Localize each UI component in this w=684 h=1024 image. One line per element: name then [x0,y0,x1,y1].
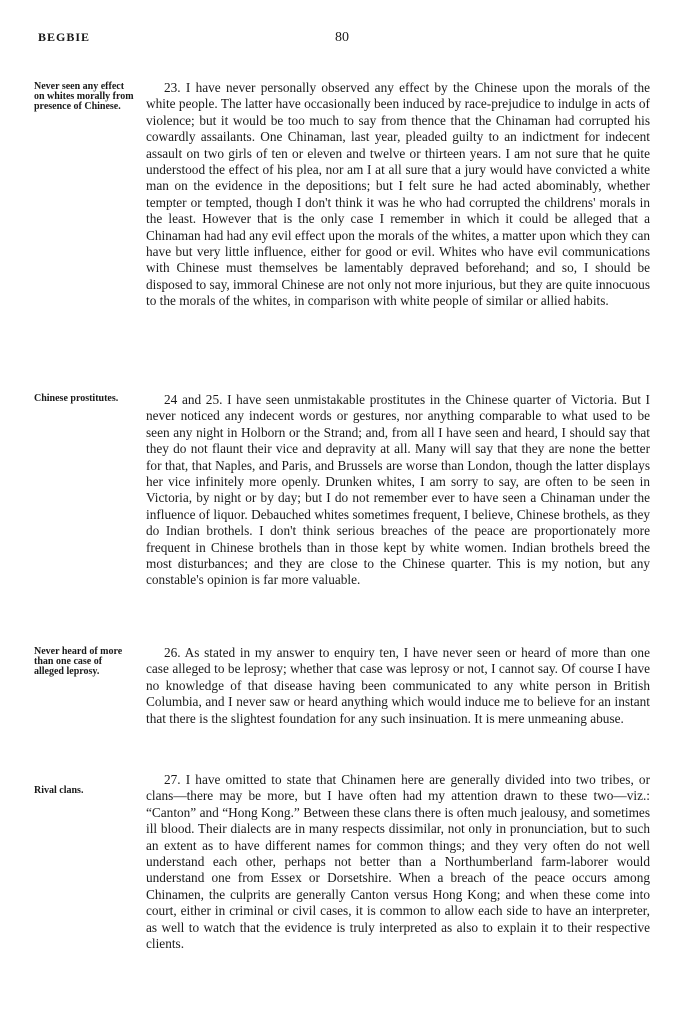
paragraph [146,80,650,310]
paragraph [146,772,650,952]
margin-note: Never seen any effect on whites morally from presence of Chinese. [34,81,134,112]
paragraph-text: 27. I have omitted to state that Chinamen here are generally divided into two tribes, or clans—there may be more, but I have often had my attention drawn to these two—viz.: “Canton” and “Hong Kong.” Between these clans there is often much jealousy, and sometimes ill blood. Their dialects are in many respects dissimilar, not only in pronunciation, but to such an extent as to have different names for common things; and they very often do not well understand each other, perhaps not better than a Northumberland farm-laborer would understand one from Essex or Dorsetshire. When a breach of the peace occurs among Chinamen, the culprits are generally Canton versus Hong Kong; and when these come into court, either in criminal or civil cases, it is common to allow each side to have an interpreter, as well to watch that the evidence is truly interpreted as also to explain it to their respective clients. [146,772,650,952]
paragraph [146,645,650,727]
paragraph [146,392,650,589]
margin-note: Chinese prostitutes. [34,393,119,404]
running-head: BEGBIE [38,30,91,44]
margin-note: Rival clans. [34,785,84,796]
paragraph-text: 23. I have never personally observed any effect by the Chinese upon the morals of the white people. The latter have occasionally been induced by race-prejudice to indulge in acts of violence; but it would be too much to say from thence that the Chinaman had corrupted his cowardly assailants. One Chinaman, last year, pleaded guilty to an indictment for indecent assault on two girls of ten or eleven and twelve or thirteen years. I am not sure that he quite understood the effect of his plea, nor am I at all sure that a jury would have convicted a white man on the evidence in the depositions; but I felt sure he had acted abominably, whether tempter or tempted, though I don't think it was he who had corrupted the childrens' morals in the least. However that is the only case I remember in which it could be alleged that a Chinaman had had any evil effect upon the morals of the whites, a matter upon which they can have but very little influence, either for good or evil. Whites who have evil communications with Chinese must themselves be lamentably depraved beforehand; and so, I should be disposed to say, immoral Chinese are not only not more injurious, but they are quite innocuous to the morals of the whites, in comparison with white people of similar or allied habits. [146,80,650,309]
paragraph-text: 24 and 25. I have seen unmistakable prostitutes in the Chinese quarter of Victoria. But I never noticed any indecent words or gestures, nor anything comparable to what used to be seen any night in Holborn or the Strand; and, from all I have seen and heard, I should say that they do not flaunt their vice and depravity at all. Many will say that they are none the better for that, that Naples, and Paris, and Brussels are worse than London, though the latter displays her vice infinitely more openly. Drunken whites, I am sorry to say, are often to be seen in Victoria, by night or by day; but I do not remember ever to have seen a Chinaman under the influence of liquor. Debauched whites sometimes frequent, I believe, Chinese brothels, as they do Indian brothels. I don't think serious breaches of the peace are proportionately more frequent in Chinese brothels than in those kept by white women. Indian brothels breed the most disturbances; and they are close to the Chinese quarter. This is my notion, but any constable's opinion is far more valuable. [146,392,650,588]
page-number: 80 [335,30,349,45]
margin-note: Never heard of more than one case of alleged leprosy. [34,646,123,677]
paragraph-text: 26. As stated in my answer to enquiry ten, I have never seen or heard of more than one case alleged to be leprosy; whether that case was leprosy or not, I cannot say. Of course I have no knowledge of that disease having been communicated to any white person in British Columbia, and I never saw or heard anything which would induce me to believe for an instant that there is the slightest foundation for any such insinuation. It is mere unmeaning abuse. [146,645,650,726]
page-header [0,30,684,50]
